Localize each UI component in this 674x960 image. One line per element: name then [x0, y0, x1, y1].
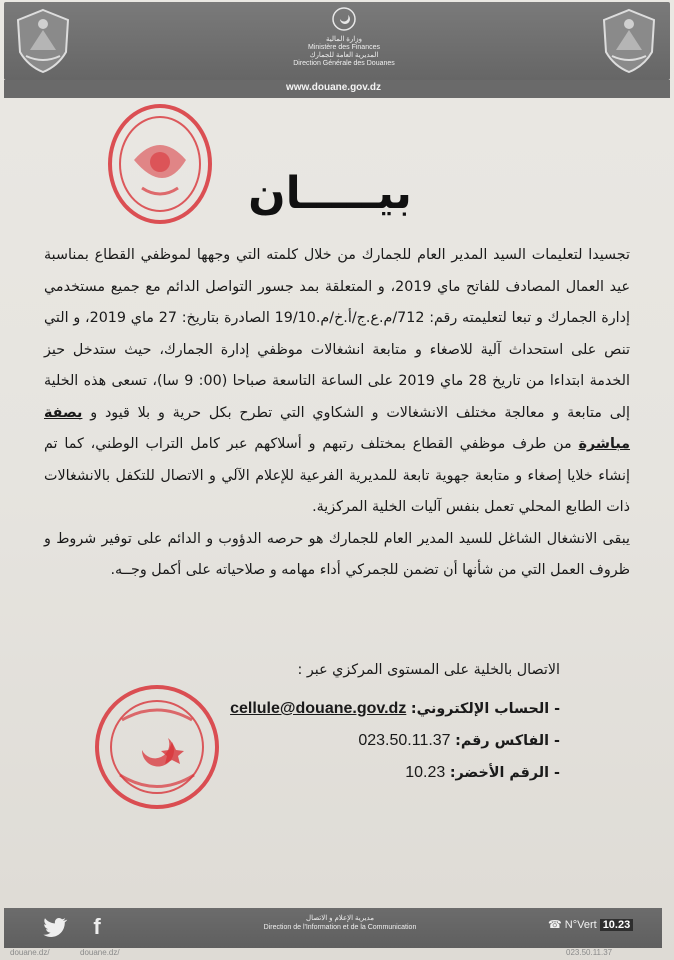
customs-emblem-icon	[14, 8, 72, 74]
emphasis-direct: بصفة مباشرة	[44, 404, 631, 452]
footer-direction	[230, 914, 450, 932]
paragraph-1-text: تجسيدا لتعليمات السيد المدير العام للجمارك من خلال كلمته التي وجهها لموظفي القطاع بمناسبة عيد العمال المصادف للفاتح ماي 2019، و المتعلقة بمد جسور التواصل الدائم مع جميع مستخدمي إدارة الجمارك و تبعا لتعليمته رقم: 712/م.ع.ج/أ.خ/م.19/10 الصادرة بتاريخ: 27 ماي 2019، و التي تنص على استحداث آلية للاصغاء و متابعة انشغالات موظفي إدارة الجمارك، حيث ستدخل حيز الخدمة ابتداءا من تاريخ 28 ماي 2019 على الساعة التاسعة صباحا (00: 9 سا)، تسعى هذه الخلية إلى متابعة و معالجة مختلف الانشغالات و الشكاوي التي تطرح بكل حرية و بلا قيود و	[44, 247, 630, 421]
email-link[interactable]: cellule@douane.gov.dz	[230, 700, 407, 717]
facebook-icon[interactable]: f	[93, 914, 101, 939]
letterhead-band	[4, 2, 670, 80]
customs-emblem-icon	[600, 8, 658, 74]
footer-sub-mid: douane.dz/	[80, 948, 120, 957]
phone-icon: ☎	[548, 919, 562, 931]
letterhead-center	[254, 6, 434, 80]
document-body	[44, 240, 630, 587]
paragraph-1	[44, 240, 630, 524]
nvert-badge: 10.23	[600, 919, 634, 931]
footer-sub-left: douane.dz/	[10, 948, 50, 957]
algeria-seal-icon	[331, 6, 357, 32]
green-number-footer	[548, 918, 658, 938]
document-title: بيـــــان	[248, 168, 412, 219]
green-number-label: - الرقم الأخضر:	[449, 765, 560, 781]
twitter-icon[interactable]	[40, 912, 70, 942]
ministry-ar: وزارة المالية	[326, 36, 362, 43]
fax-number: 023.50.11.37	[358, 732, 451, 749]
official-stamp-icon	[92, 680, 222, 815]
contact-fax-row	[200, 725, 560, 757]
contact-intro: الاتصال بالخلية على المستوى المركزي عبر :	[297, 662, 560, 678]
fax-label: - الفاكس رقم:	[455, 733, 560, 749]
contact-green-row	[200, 757, 560, 789]
footer-direction-fr: Direction de l'Information et de la Communication	[263, 924, 417, 931]
contact-block	[200, 655, 560, 789]
paragraph-1-end: من طرف موظفي القطاع بمختلف رتبهم و أسلاكهم عبر كامل التراب الوطني، كما تم إنشاء خلايا إصغاء و متابعة جهوية تابعة للمديرية الفرعية للإعلام الآلي و الاتصال للتكفل بالانشغالات ذات الطابع المحلي تعمل بنفس آليات الخلية المركزية.	[44, 436, 630, 515]
official-stamp-icon	[104, 100, 216, 228]
direction-fr: Direction Générale des Douanes	[293, 60, 395, 67]
email-label: - الحساب الإلكتروني:	[410, 701, 560, 717]
green-number: 10.23	[405, 764, 446, 781]
ministry-fr: Ministère des Finances	[308, 44, 380, 51]
website-band	[4, 80, 670, 98]
website-url: www.douane.gov.dz	[286, 82, 381, 93]
contact-email-row	[200, 693, 560, 725]
direction-ar: المديرية العامة للجمارك	[309, 52, 379, 59]
paragraph-2: يبقى الانشغال الشاغل للسيد المدير العام للجمارك هو حرصه الدؤوب و الدائم على توفير شروط و ظروف العمل التي من شأنها أن تضمن للجمركي أداء مهامه و صلاحياته على أكمل وجــه.	[44, 530, 630, 578]
footer-direction-ar: مديرية الإعلام و الاتصال	[306, 915, 374, 922]
footer-sub-right: 023.50.11.37	[566, 948, 613, 957]
nvert-label: N°Vert	[564, 919, 597, 931]
